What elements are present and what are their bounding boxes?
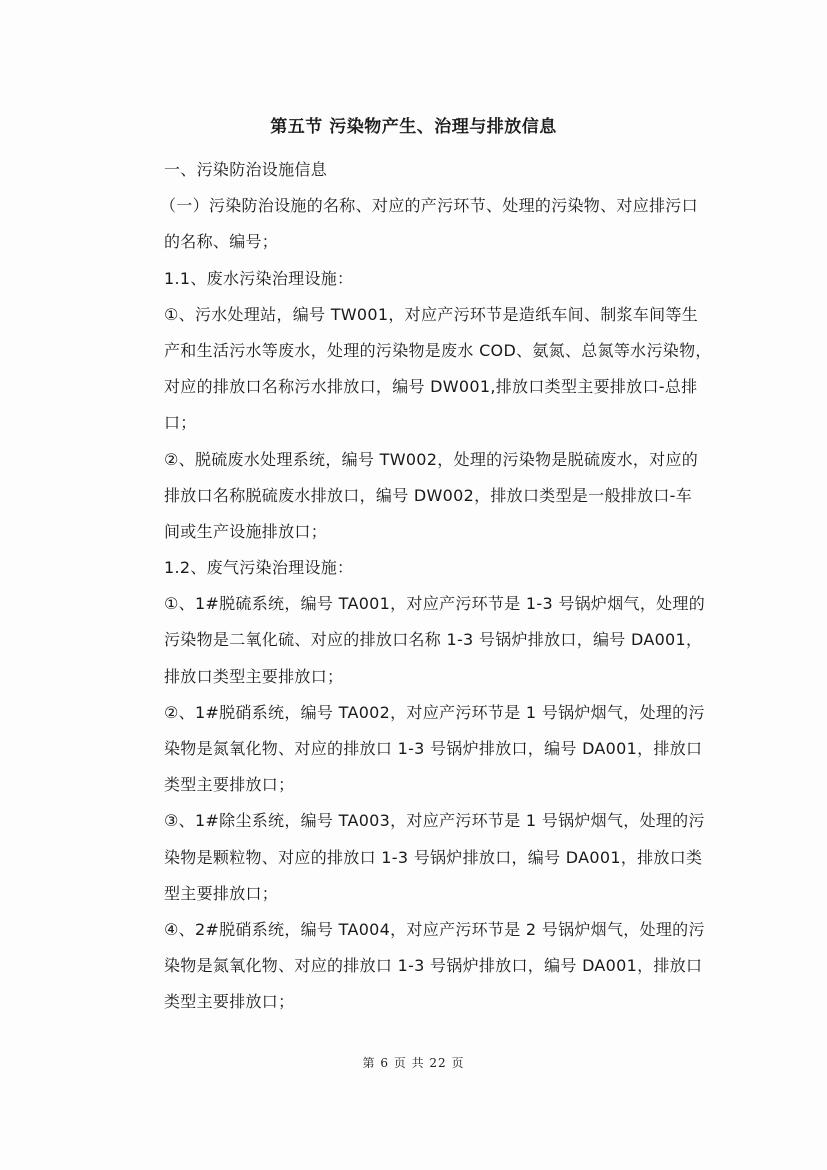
text-line: ①、污水处理站，编号 TW001，对应产污环节是造纸车间、制浆车间等生 (164, 304, 699, 324)
text-line: ①、1#脱硫系统，编号 TA001，对应产污环节是 1-3 号锅炉烟气，处理的 (164, 594, 706, 614)
text-line: ②、1#脱硝系统，编号 TA002，对应产污环节是 1 号锅炉烟气，处理的污 (164, 702, 705, 722)
text-line: 产和生活污水等废水，处理的污染物是废水 COD、氨氮、总氮等水污染物， (164, 340, 712, 360)
text-line: ②、脱硫废水处理系统，编号 TW002，处理的污染物是脱硫废水，对应的 (164, 449, 699, 469)
section-title: 第五节 污染物产生、治理与排放信息 (270, 117, 557, 137)
text-line: ④、2#脱硝系统，编号 TA004，对应产污环节是 2 号锅炉烟气，处理的污 (164, 919, 705, 939)
text-line: 类型主要排放口； (164, 992, 295, 1012)
text-line: 排放口名称脱硫废水排放口，编号 DW002，排放口类型是一般排放口-车 (164, 485, 693, 505)
text-line: ③、1#除尘系统，编号 TA003，对应产污环节是 1 号锅炉烟气，处理的污 (164, 811, 705, 831)
text-line: 类型主要排放口； (164, 775, 295, 795)
text-line: 型主要排放口； (164, 883, 279, 903)
text-line: 染物是氮氧化物、对应的排放口 1-3 号锅炉排放口，编号 DA001，排放口 (164, 739, 703, 758)
text-line: 染物是颗粒物、对应的排放口 1-3 号锅炉排放口，编号 DA001，排放口类 (164, 847, 703, 867)
body-text (160, 152, 724, 1021)
text-line: 1.2、废气污染治理设施： (164, 558, 354, 578)
text-line: 口； (164, 413, 197, 433)
text-line: （一）污染防治设施的名称、对应的产污环节、处理的污染物、对应排污口 (160, 196, 698, 216)
text-line: 一、污染防治设施信息 (164, 160, 328, 179)
text-line: 1.1、废水污染治理设施： (164, 268, 354, 288)
text-line: 染物是氮氧化物、对应的排放口 1-3 号锅炉排放口，编号 DA001，排放口 (164, 956, 703, 976)
text-line: 排放口类型主要排放口； (164, 666, 344, 686)
text-line: 的名称、编号； (164, 232, 279, 252)
text-line: 对应的排放口名称污水排放口，编号 DW001,排放口类型主要排放口-总排 (164, 377, 698, 397)
text-line: 污染物是二氧化硫、对应的排放口名称 1-3 号锅炉排放口，编号 DA001， (164, 630, 703, 650)
text-line: 间或生产设施排放口； (164, 521, 328, 541)
page-number: 第 6 页 共 22 页 (362, 1056, 465, 1070)
